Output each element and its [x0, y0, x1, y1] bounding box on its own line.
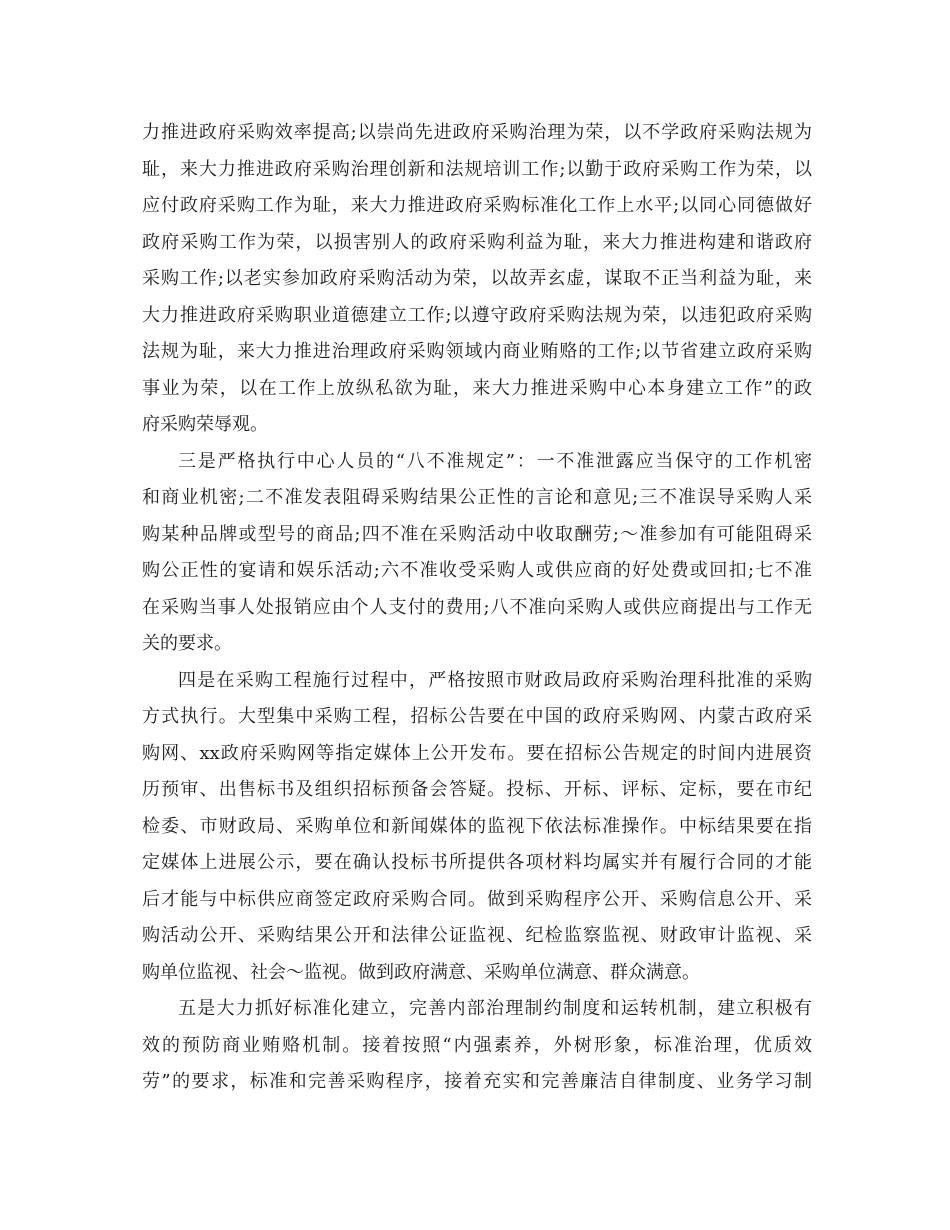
text-line: 方式执行。大型集中采购工程，招标公告要在中国的政府采购网、内蒙古政府采: [142, 706, 812, 727]
text-line: 购单位监视、社会～监视。做到政府满意、采购单位满意、群众满意。: [142, 961, 700, 983]
text-line: 耻，来大力推进政府采购治理创新和法规培训工作;以勤于政府采购工作为荣，以: [142, 158, 812, 180]
text-line: 法规为耻，来大力推进治理政府采购领域内商业贿赂的工作;以节省建立政府采购: [142, 341, 812, 362]
text-line: 五是大力抓好标准化建立，完善内部治理制约制度和运转机制，建立积极有: [178, 998, 812, 1019]
text-line: 三是严格执行中心人员的“八不准规定”：一不准泄露应当保守的工作机密: [178, 450, 812, 472]
text-line: 力推进政府采购效率提高;以崇尚先进政府采购治理为荣，以不学政府采购法规为: [142, 122, 812, 143]
text-line: 采购工作;以老实参加政府采购活动为荣，以故弄玄虚，谋取不正当利益为耻，来: [142, 268, 812, 289]
text-line: 政府采购工作为荣，以损害别人的政府采购利益为耻，来大力推进构建和谐政府: [142, 231, 812, 253]
text-line: 购活动公开、采购结果公开和法律公证监视、纪检监察监视、财政审计监视、采: [142, 925, 812, 946]
text-line: 购公正性的宴请和娱乐活动;六不准收受采购人或供应商的好处费或回扣;七不准: [142, 560, 812, 581]
text-line: 关的要求。: [142, 633, 232, 654]
text-line: 和商业机密;二不准发表阻碍采购结果公正性的言论和意见;三不准误导采购人采: [142, 487, 812, 508]
text-line: 后才能与中标供应商签定政府采购合同。做到采购程序公开、采购信息公开、采: [142, 888, 812, 910]
text-line: 四是在采购工程施行过程中，严格按照市财政局政府采购治理科批准的采购: [178, 669, 812, 691]
text-line: 历预审、出售标书及组织招标预备会答疑。投标、开标、评标、定标，要在市纪: [142, 779, 812, 800]
text-line: 应付政府采购工作为耻，来大力推进政府采购标准化工作上水平;以同心同德做好: [142, 195, 812, 216]
text-line: 事业为荣，以在工作上放纵私欲为耻，来大力推进采购中心本身建立工作”的政: [142, 377, 812, 399]
text-line: 定媒体上进展公示，要在确认投标书所提供各项材料均属实并有履行合同的才能: [142, 852, 812, 873]
text-line: 在采购当事人处报销应由个人支付的费用;八不准向采购人或供应商提出与工作无: [142, 596, 812, 618]
text-line: 效的预防商业贿赂机制。接着按照“内强素养，外树形象，标准治理，优质效: [142, 1034, 812, 1056]
text-line: 检委、市财政局、采购单位和新闻媒体的监视下依法标准操作。中标结果要在指: [142, 815, 812, 837]
text-line: 大力推进政府采购职业道德建立工作;以遵守政府采购法规为荣，以违犯政府采购: [142, 304, 812, 326]
document-page: [142, 115, 812, 1101]
text-line: 购某种品牌或型号的商品;四不准在采购活动中收取酬劳;～准参加有可能阻碍采: [142, 523, 812, 545]
text-line: 劳”的要求，标准和完善采购程序，接着充实和完善廉洁自律制度、业务学习制: [142, 1071, 812, 1092]
text-line: 府采购荣辱观。: [142, 414, 268, 435]
text-line: 购网、xx政府采购网等指定媒体上公开发布。要在招标公告规定的时间内进展资: [142, 742, 812, 764]
